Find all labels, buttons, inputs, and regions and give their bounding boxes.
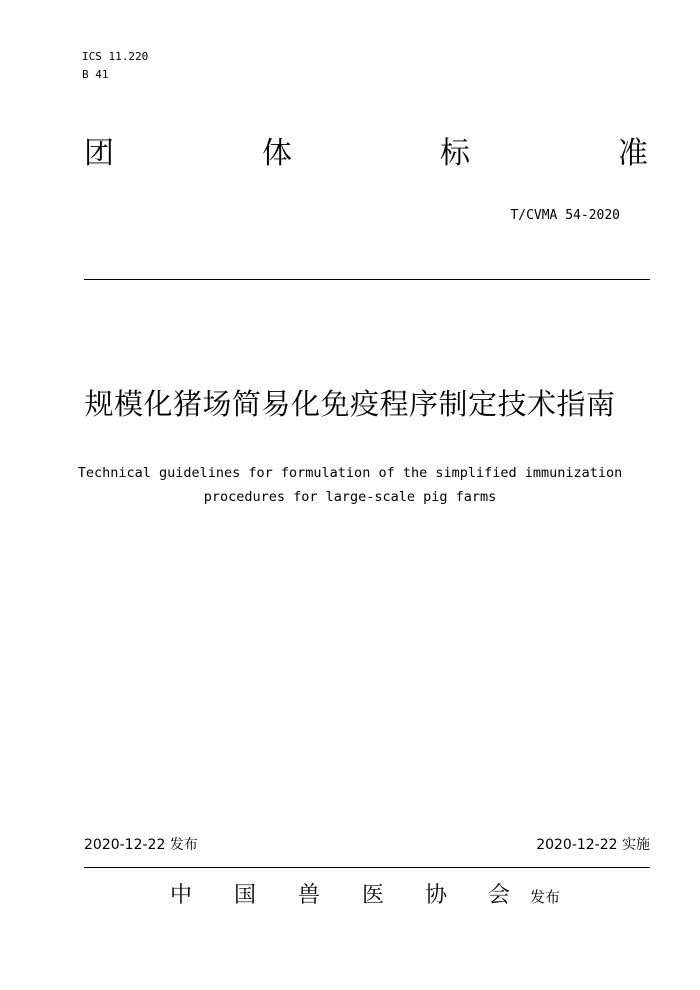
publish-date: 2020-12-22 发布 <box>84 837 198 853</box>
publisher-char: 中 <box>170 883 193 908</box>
publisher-suffix: 发布 <box>530 888 561 906</box>
standard-type-char: 团 <box>84 136 114 171</box>
publisher-char: 医 <box>362 883 385 908</box>
standard-number: T/CVMA 54-2020 <box>510 208 620 223</box>
standard-type-char: 标 <box>440 136 470 171</box>
ics-code: ICS 11.220 <box>82 50 149 63</box>
implementation-date: 2020-12-22 实施 <box>536 837 650 853</box>
ccs-code: B 41 <box>82 68 109 81</box>
top-divider <box>84 279 650 280</box>
publisher-char: 会 <box>488 883 511 908</box>
title-english-line-2: procedures for large-scale pig farms <box>203 489 497 505</box>
publisher-char: 协 <box>425 883 448 908</box>
publisher-char: 国 <box>234 883 257 908</box>
standard-type-char: 体 <box>262 136 292 171</box>
bottom-divider <box>84 867 650 868</box>
title-chinese: 规模化猪场简易化免疫程序制定技术指南 <box>84 387 616 421</box>
standard-type-char: 准 <box>618 136 648 171</box>
title-english-line-1: Technical guidelines for formulation of the simplified immunization <box>77 465 623 481</box>
publisher-char: 兽 <box>298 883 321 908</box>
